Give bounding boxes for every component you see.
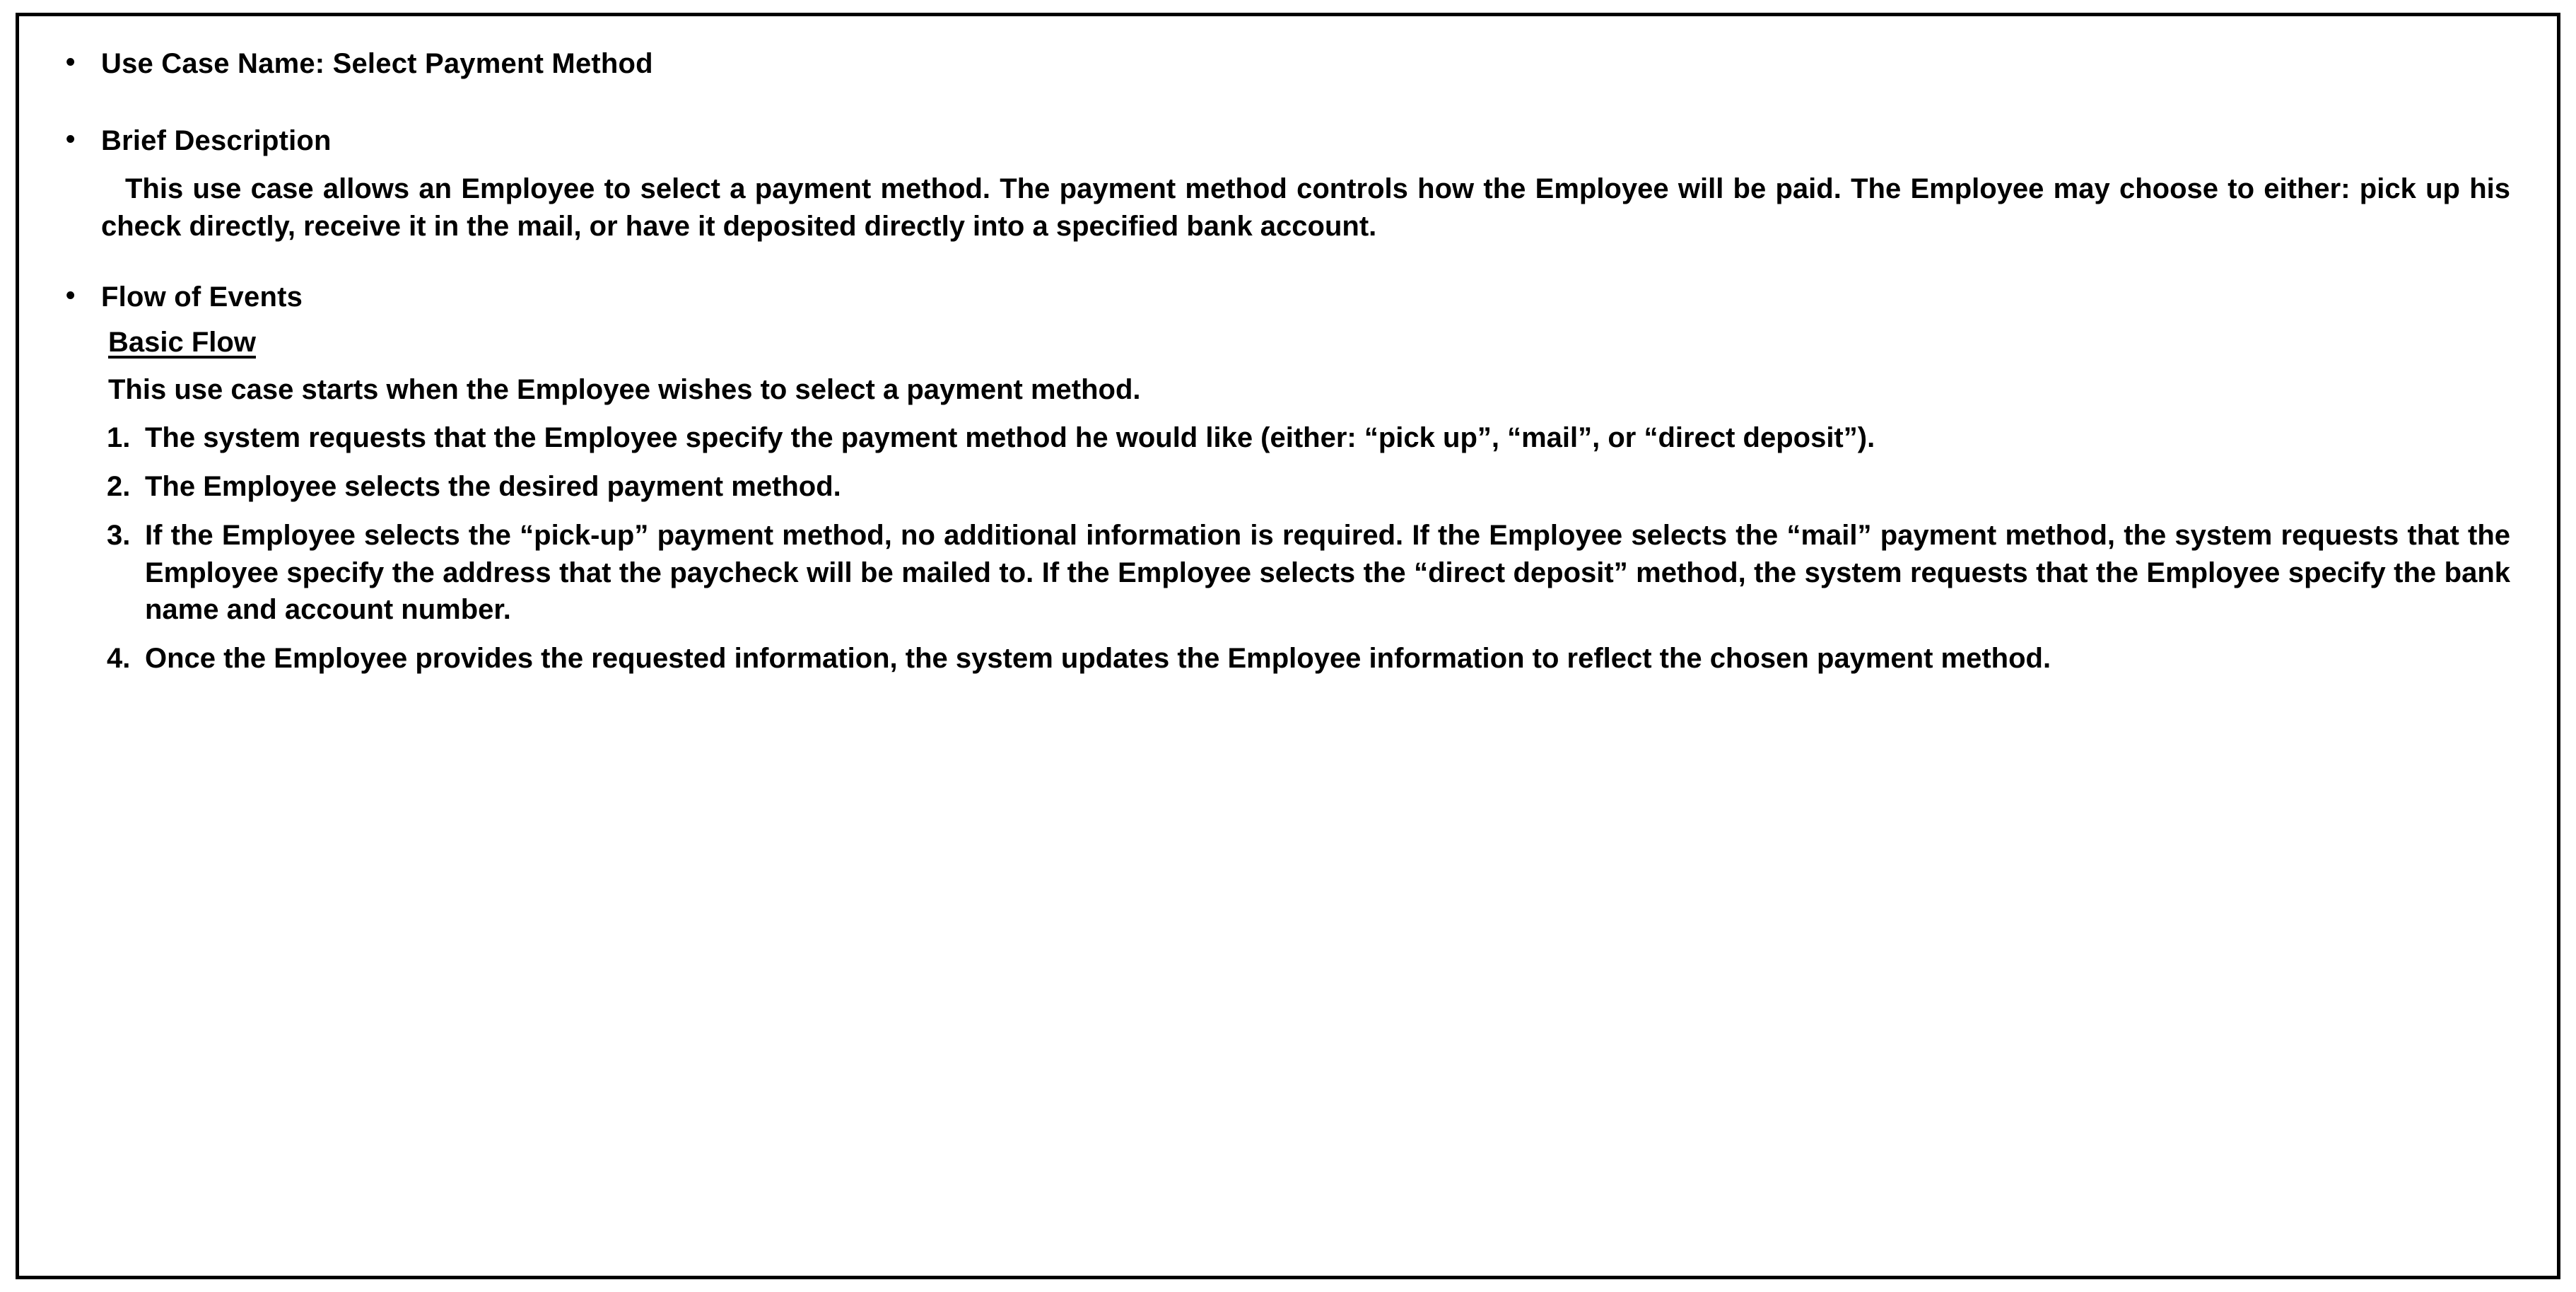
basic-flow-steps [53,419,2517,677]
spacer-after-use-case-name [53,81,2517,124]
step-text: The system requests that the Employee specify the payment method he would like (either: “pick up”, “mail”, or “direct deposit”). [145,422,1875,454]
brief-description-heading: Brief Description [101,125,332,157]
flow-of-events-heading: Flow of Events [101,281,303,313]
brief-description-paragraph [101,170,2517,245]
basic-flow-subheading-wrap [53,314,2517,359]
content-frame [16,13,2560,1279]
list-item [53,468,2517,506]
step-number: 4. [107,643,131,675]
bullet-dot-icon: • [66,124,76,155]
basic-flow-intro: This use case starts when the Employee wishes to select a payment method. [108,374,1141,406]
brief-description-bullet [53,124,2517,158]
list-item [53,419,2517,457]
step-text: The Employee selects the desired payment method. [145,470,841,502]
step-text: If the Employee selects the “pick-up” payment method, no additional information is required. If the Employee selects the “mail” payment method, the system requests that the Employee specify the address that the paycheck will be mailed to. If the Employee selects the “direct deposit” method, the system requests that the Employee specify the bank name and account number. [145,519,2510,626]
use-case-name-text: Use Case Name: Select Payment Method [101,48,653,79]
step-number: 2. [107,470,131,502]
bullet-dot-icon: • [66,47,76,77]
list-item [53,517,2517,629]
brief-description-body: This use case allows an Employee to select a payment method. The payment method controls how the Employee will be paid. The Employee may choose to either: pick up his check directly, receive it in the mail, or have it deposited directly into a specified bank account. [101,173,2510,243]
bullet-dot-icon: • [66,280,76,310]
step-text: Once the Employee provides the requested information, the system updates the Employee information to reflect the chosen payment method. [145,643,2051,675]
spacer-after-brief-description [53,245,2517,281]
step-number: 1. [107,422,131,454]
flow-of-events-bullet [53,281,2517,314]
use-case-name-bullet [53,47,2517,81]
step-number: 3. [107,519,131,551]
basic-flow-subheading: Basic Flow [108,327,256,359]
list-item [53,640,2517,677]
